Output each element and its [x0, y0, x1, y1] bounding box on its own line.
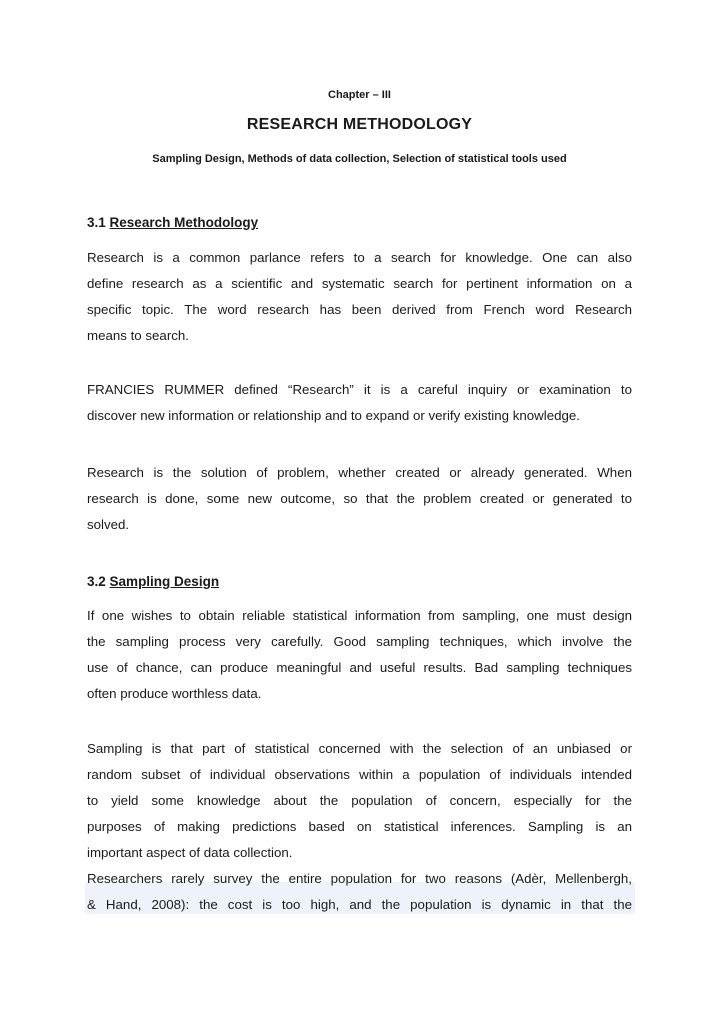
text-line: the sampling process very carefully. Good sampling techniques, which involve the: [87, 634, 632, 649]
text-line: specific topic. The word research has been derived from French word Research: [87, 302, 632, 317]
section-number: 3.2: [87, 574, 106, 589]
text-line: use of chance, can produce meaningful and useful results. Bad sampling techniques: [87, 660, 632, 675]
text-line: to yield some knowledge about the population of concern, especially for the: [87, 793, 632, 808]
text-line: often produce worthless data.: [87, 686, 262, 701]
chapter-label: Chapter – III: [328, 89, 391, 101]
section-title: Research Methodology: [109, 215, 259, 230]
text-line: important aspect of data collection.: [87, 845, 293, 860]
paragraph-research-definition: [87, 245, 632, 349]
text-line: Researchers rarely survey the entire population for two reasons (Adèr, Mellenbergh,: [87, 871, 632, 886]
text-line: solved.: [87, 517, 130, 532]
text-line: means to search.: [87, 328, 189, 343]
section-number: 3.1: [87, 215, 106, 230]
text-line: Sampling is that part of statistical concerned with the selection of an unbiased or: [87, 741, 632, 756]
text-line: define research as a scientific and systematic search for pertinent information on a: [87, 276, 632, 291]
page-subtitle: Sampling Design, Methods of data collection, Selection of statistical tools used: [152, 153, 567, 165]
text-line: research is done, some new outcome, so that the problem created or generated to: [87, 491, 632, 506]
section-heading-3-2: [87, 573, 219, 591]
text-line: & Hand, 2008): the cost is too high, and the population is dynamic in that the: [87, 897, 632, 912]
text-line: discover new information or relationship and to expand or verify existing knowledge.: [87, 408, 580, 423]
text-line: random subset of individual observations within a population of individuals intended: [87, 767, 632, 782]
section-heading-3-1: [87, 214, 258, 232]
paragraph-sampling-reliability: [87, 603, 632, 707]
text-line: If one wishes to obtain reliable statistical information from sampling, one must design: [87, 608, 632, 623]
text-line: Research is the solution of problem, whether created or already generated. When: [87, 465, 632, 480]
paragraph-sampling-definition: [87, 736, 632, 918]
paragraph-rummer-definition: [87, 377, 632, 429]
paragraph-research-solution: [87, 460, 632, 538]
text-line: FRANCIES RUMMER defined “Research” it is a careful inquiry or examination to: [87, 382, 632, 397]
text-line: Research is a common parlance refers to a search for knowledge. One can also: [87, 250, 632, 265]
text-line: purposes of making predictions based on statistical inferences. Sampling is an: [87, 819, 632, 834]
page-title: RESEARCH METHODOLOGY: [246, 116, 473, 133]
section-title: Sampling Design: [109, 574, 220, 589]
